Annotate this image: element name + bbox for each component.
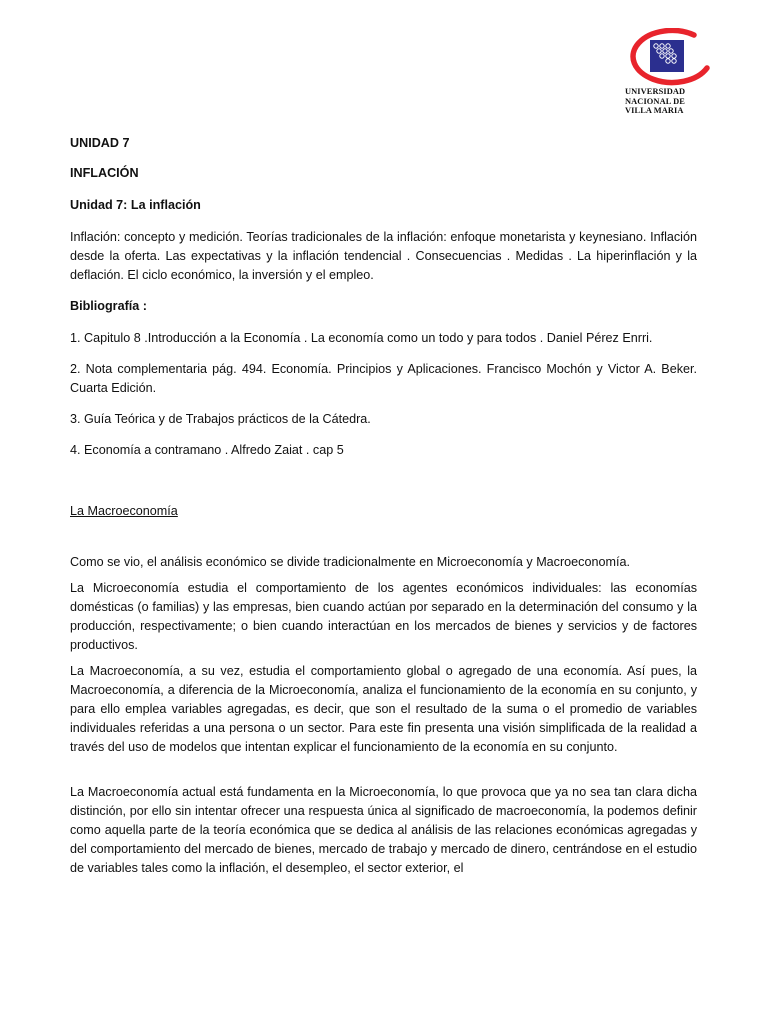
body-paragraph: Como se vio, el análisis económico se divide tradicionalmente en Microeconomía y Macroeconomía. <box>70 555 630 569</box>
bibliography-item: 3. Guía Teórica y de Trabajos prácticos de la Cátedra. <box>70 412 371 426</box>
university-logo <box>622 28 718 120</box>
body-paragraph: La Microeconomía estudia el comportamiento de los agentes económicos individuales: las economías domésticas (o familias) y las empresas, bien cuando actúan por separado en la determinación del consumo y la producción, respectivamente; o bien cuando interactúan en los mercados de bienes y servicios y de factores productivos. <box>70 581 697 652</box>
bibliography-item: 1. Capitulo 8 .Introducción a la Economía . La economía como un todo y para todos . Daniel Pérez Enrri. <box>70 331 653 345</box>
body-paragraph: La Macroeconomía actual está fundamenta en la Microeconomía, lo que provoca que ya no sea tan clara dicha distinción, por ello sin intentar ofrecer una respuesta única al significado de macroeconomía, la podemos definir como aquella parte de la teoría económica que se dedica al análisis de las relaciones económicas agregadas y del comportamiento del mercado de bienes, mercado de trabajo y mercado de dinero, centrándose en el estudio de variables tales como la inflación, el desempleo, el sector exterior, el <box>70 785 697 875</box>
bibliography-item: 2. Nota complementaria pág. 494. Economía. Principios y Aplicaciones. Francisco Mochón y Victor A. Beker. Cuarta Edición. <box>70 362 697 395</box>
university-logo-emblem <box>624 28 716 86</box>
bibliography-title: Bibliografía : <box>70 299 147 313</box>
unit-title: Unidad 7: La inflación <box>70 198 201 212</box>
unit-heading: UNIDAD 7 <box>70 136 130 150</box>
section-title: La Macroeconomía <box>70 504 178 518</box>
university-name-line: UNIVERSIDAD <box>625 87 686 96</box>
university-name-line: NACIONAL DE <box>625 96 685 106</box>
syllabus-paragraph: Inflación: concepto y medición. Teorías tradicionales de la inflación: enfoque monetarista y keynesiano. Inflación desde la oferta. Las expectativas y la inflación tendencial . Consecuencias . Medidas . La hiperinflación y la deflación. El ciclo económico, la inversión y el empleo. <box>70 230 697 282</box>
bibliography-item: 4. Economía a contramano . Alfredo Zaiat . cap 5 <box>70 443 344 457</box>
document-body <box>70 134 697 878</box>
university-name <box>622 87 721 116</box>
topic-heading: INFLACIÓN <box>70 166 139 180</box>
university-name-line: VILLA MARIA <box>625 106 684 115</box>
body-paragraph: La Macroeconomía, a su vez, estudia el comportamiento global o agregado de una economía. Así pues, la Macroeconomía, a diferencia de la Microeconomía, analiza el funcionamiento de la economía en su conjunto, y para ello emplea variables agregadas, es decir, que son el resultado de la suma o el promedio de variables individuales referidas a una persona o un sector. Para este fin presenta una visión simplificada de la realidad a través del uso de modelos que intentan explicar el funcionamiento de la economía en su conjunto. <box>70 664 697 754</box>
